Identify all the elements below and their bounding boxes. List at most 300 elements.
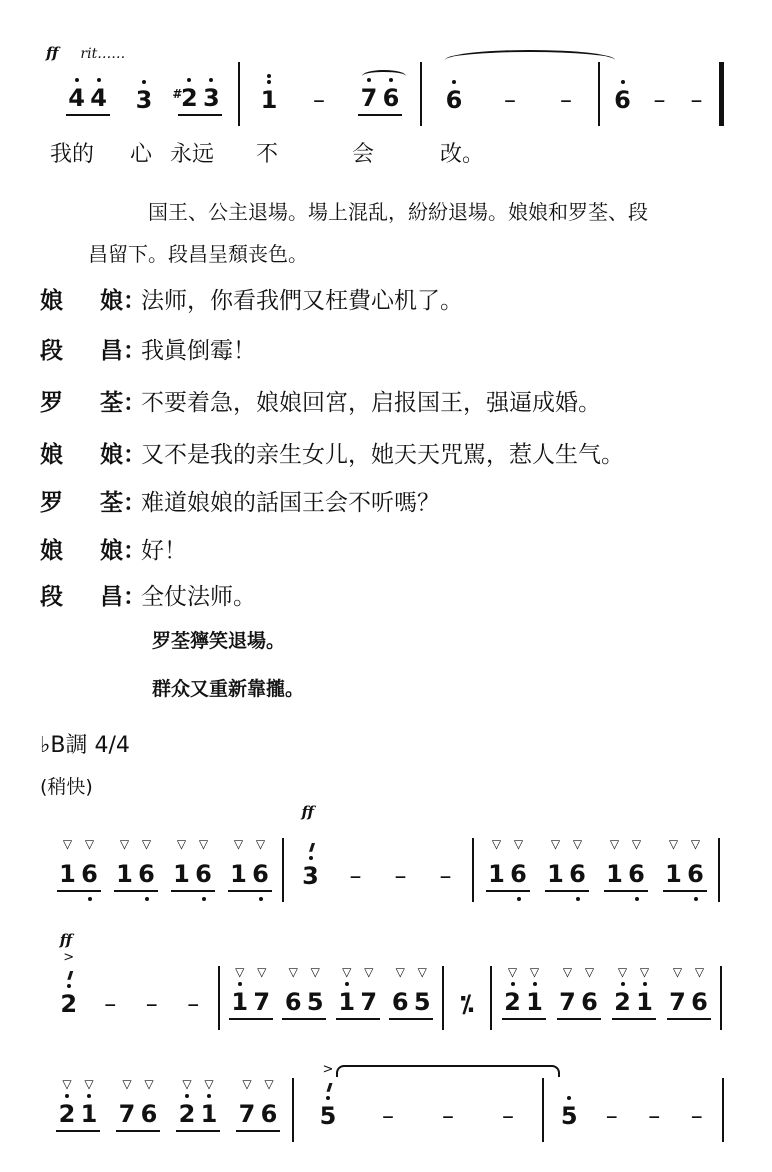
note-digit: 1 bbox=[488, 860, 505, 888]
note-digit: 6 bbox=[687, 860, 704, 888]
note bbox=[136, 837, 158, 888]
tie-arc bbox=[445, 50, 615, 70]
note-digit: 6 bbox=[81, 860, 98, 888]
dialogue-text: 好！ bbox=[141, 538, 187, 564]
note bbox=[336, 965, 358, 1016]
note bbox=[558, 1103, 580, 1129]
note bbox=[317, 1062, 339, 1130]
note bbox=[172, 84, 200, 112]
note-digit: 7 bbox=[253, 988, 271, 1016]
beamed-group bbox=[336, 965, 380, 1020]
sustain-dash bbox=[686, 87, 708, 113]
sustain-dash bbox=[345, 863, 367, 889]
note-digit: 2 bbox=[60, 990, 78, 1018]
low-octave-dot bbox=[88, 897, 92, 901]
measure bbox=[444, 966, 492, 1030]
beamed-group bbox=[176, 1077, 220, 1132]
dialogue-line bbox=[40, 282, 463, 315]
staccato-triangle-icon: ▽ bbox=[144, 1077, 154, 1091]
note bbox=[612, 87, 634, 113]
beamed-group bbox=[172, 84, 222, 116]
note-digit: 1 bbox=[80, 1100, 98, 1128]
staccato-triangle-icon: ▽ bbox=[242, 1077, 252, 1091]
beamed-group bbox=[604, 837, 648, 892]
note-group bbox=[443, 87, 465, 116]
stage-direction: 国王、公主退場。場上混乱，紛紛退場。娘娘和罗荃、段 bbox=[148, 200, 648, 224]
note-digit: – bbox=[382, 1102, 394, 1130]
accent-icon: > bbox=[322, 1062, 334, 1077]
note bbox=[79, 837, 101, 888]
note-group bbox=[612, 87, 634, 116]
high-octave-dot bbox=[267, 74, 271, 78]
note-digit: 6 bbox=[445, 86, 463, 114]
speaker-char: 娘 bbox=[40, 288, 63, 314]
tie-arc bbox=[336, 1065, 560, 1077]
note-digit: – bbox=[648, 1102, 661, 1130]
low-octave-dot bbox=[202, 897, 206, 901]
note bbox=[78, 1077, 100, 1128]
note-group bbox=[643, 1103, 665, 1132]
sustain-dash bbox=[390, 863, 412, 889]
note bbox=[663, 837, 685, 888]
staccato-triangle-icon: ▽ bbox=[182, 1077, 192, 1091]
note bbox=[133, 87, 155, 113]
beamed-group bbox=[229, 965, 273, 1020]
dialogue-text: 我眞倒霉！ bbox=[141, 338, 256, 364]
lyric: 我的 bbox=[50, 142, 95, 167]
dynamic-ff: ff bbox=[301, 803, 314, 821]
low-octave-dot bbox=[694, 897, 698, 901]
high-octave-dot bbox=[142, 80, 146, 84]
note-digit: 1 bbox=[636, 988, 653, 1016]
staccato-triangle-icon: ▽ bbox=[572, 837, 583, 851]
high-octave-dot bbox=[452, 80, 456, 84]
note-digit: 1 bbox=[59, 860, 76, 888]
measure bbox=[284, 803, 474, 902]
measure bbox=[492, 966, 722, 1030]
note bbox=[545, 837, 567, 888]
note-group bbox=[558, 1103, 580, 1132]
note-group bbox=[99, 991, 121, 1020]
staccato-triangle-icon: ▽ bbox=[84, 1077, 94, 1091]
measure bbox=[422, 62, 600, 126]
note-digit: 6 bbox=[569, 860, 586, 888]
note-digit: 1 bbox=[173, 860, 190, 888]
staccato-triangle-icon: ▽ bbox=[609, 837, 620, 851]
note-digit: 6 bbox=[284, 988, 302, 1016]
note-digit: 2 bbox=[58, 1100, 76, 1128]
dynamic-ff: ff bbox=[46, 44, 59, 62]
staccato-triangle-icon: ▽ bbox=[417, 965, 427, 979]
staccato-triangle-icon: ▽ bbox=[639, 965, 650, 979]
high-octave-dot bbox=[187, 78, 191, 82]
low-octave-dot bbox=[517, 897, 521, 901]
measure bbox=[46, 838, 284, 902]
note-digit: 1 bbox=[260, 86, 278, 114]
staccato-triangle-icon: ▽ bbox=[255, 837, 266, 851]
note bbox=[486, 837, 508, 888]
note-group bbox=[555, 87, 577, 116]
beamed-group bbox=[282, 965, 326, 1020]
staccato-triangle-icon: ▽ bbox=[395, 965, 405, 979]
note-group bbox=[437, 1103, 459, 1132]
note-digit: 7 bbox=[118, 1100, 136, 1128]
note-digit: 6 bbox=[510, 860, 527, 888]
high-octave-dot bbox=[621, 80, 625, 84]
tremolo-icon: /// bbox=[308, 841, 313, 854]
note bbox=[171, 837, 193, 888]
speaker-char: 罗 bbox=[40, 390, 63, 416]
staccato-triangle-icon: ▽ bbox=[617, 965, 628, 979]
staccato-triangle-icon: ▽ bbox=[176, 837, 187, 851]
sustain-dash bbox=[99, 991, 121, 1017]
lyric: 不 bbox=[256, 142, 279, 167]
tremolo-icon: /// bbox=[67, 969, 71, 982]
colon: ： bbox=[123, 442, 146, 468]
speaker-char: 娘 bbox=[100, 538, 123, 564]
speaker-char: 昌 bbox=[100, 338, 123, 364]
note-digit: – bbox=[439, 862, 452, 890]
note-digit: – bbox=[690, 86, 703, 114]
low-octave-dot bbox=[576, 897, 580, 901]
note-digit: 2 bbox=[178, 1100, 196, 1128]
colon: ： bbox=[123, 538, 146, 564]
note bbox=[229, 965, 251, 1016]
staccato-triangle-icon: ▽ bbox=[257, 965, 267, 979]
dialogue-text: 全仗法师。 bbox=[141, 584, 256, 610]
beamed-group bbox=[56, 1077, 100, 1132]
staccato-triangle-icon: ▽ bbox=[233, 837, 244, 851]
note-digit: 7 bbox=[360, 84, 378, 112]
note-group bbox=[317, 1062, 339, 1132]
measure bbox=[294, 1062, 544, 1142]
dynamics-marking bbox=[46, 44, 125, 62]
beamed-group bbox=[557, 965, 601, 1020]
ritardando-mark: rit…… bbox=[80, 46, 126, 62]
note-digit: 7 bbox=[360, 988, 378, 1016]
speaker-char: 段 bbox=[40, 584, 63, 610]
note-group bbox=[133, 87, 155, 116]
staccato-triangle-icon: ▽ bbox=[364, 965, 374, 979]
note-digit: – bbox=[145, 990, 158, 1018]
speaker-char: 娘 bbox=[100, 288, 123, 314]
high-octave-dot bbox=[209, 78, 213, 82]
note bbox=[114, 837, 136, 888]
sustain-dash bbox=[435, 863, 457, 889]
stage-direction: 昌留下。段昌呈頹丧色。 bbox=[88, 242, 308, 266]
sustain-dash bbox=[686, 1103, 708, 1129]
note-digit: 1 bbox=[230, 860, 247, 888]
dialogue-line bbox=[40, 532, 187, 565]
staccato-triangle-icon: ▽ bbox=[513, 837, 524, 851]
speaker-char: 段 bbox=[40, 338, 63, 364]
staccato-triangle-icon: ▽ bbox=[507, 965, 518, 979]
staccato-triangle-icon: ▽ bbox=[62, 1077, 72, 1091]
beamed-group bbox=[66, 85, 110, 116]
note-digit: – bbox=[605, 1102, 618, 1130]
note-digit: – bbox=[502, 1102, 514, 1130]
score-row bbox=[44, 931, 722, 1030]
speaker-char: 荃 bbox=[100, 490, 123, 516]
note bbox=[56, 1077, 78, 1128]
low-octave-dot bbox=[259, 897, 263, 901]
note bbox=[198, 1077, 220, 1128]
accent-icon: > bbox=[63, 950, 75, 965]
note-digit: – bbox=[504, 86, 516, 114]
note-digit: 3 bbox=[202, 84, 220, 112]
note bbox=[57, 837, 79, 888]
staccato-triangle-icon: ▽ bbox=[342, 965, 352, 979]
dialogue-line bbox=[40, 332, 256, 365]
high-octave-dot bbox=[97, 78, 101, 82]
note-digit: 1 bbox=[606, 860, 623, 888]
stage-direction: 罗荃獰笑退場。 bbox=[152, 630, 286, 652]
note bbox=[358, 85, 380, 111]
note-digit: 6 bbox=[628, 860, 645, 888]
note bbox=[685, 837, 707, 888]
staccato-triangle-icon: ▽ bbox=[141, 837, 152, 851]
note-digit: 7 bbox=[559, 988, 576, 1016]
beamed-group bbox=[667, 965, 711, 1020]
note-digit: 2 bbox=[614, 988, 631, 1016]
beamed-group bbox=[358, 85, 402, 116]
low-octave-dot bbox=[635, 897, 639, 901]
note-group bbox=[58, 931, 80, 1020]
staccato-triangle-icon: ▽ bbox=[204, 1077, 214, 1091]
dialogue-line bbox=[40, 436, 624, 469]
lyric: 心 bbox=[130, 142, 153, 167]
tremolo-icon: /// bbox=[326, 1081, 330, 1094]
note bbox=[579, 965, 601, 1016]
note-group bbox=[141, 991, 163, 1020]
staccato-triangle-icon: ▽ bbox=[631, 837, 642, 851]
note-digit: – bbox=[442, 1102, 454, 1130]
note-digit: – bbox=[313, 86, 325, 114]
beamed-group bbox=[228, 837, 272, 892]
colon: ： bbox=[123, 490, 146, 516]
note-group bbox=[686, 87, 708, 116]
note bbox=[634, 965, 656, 1016]
note-digit: – bbox=[349, 862, 362, 890]
note bbox=[193, 837, 215, 888]
high-octave-dot bbox=[267, 80, 271, 84]
speaker-char: 娘 bbox=[40, 538, 63, 564]
sustain-dash bbox=[182, 991, 204, 1017]
note-group bbox=[497, 1103, 519, 1132]
note bbox=[88, 85, 110, 111]
note-group bbox=[377, 1103, 399, 1132]
note bbox=[557, 965, 579, 1016]
staccato-triangle-icon: ▽ bbox=[264, 1077, 274, 1091]
colon: ： bbox=[123, 390, 146, 416]
note bbox=[282, 965, 304, 1016]
note bbox=[502, 965, 524, 1016]
note bbox=[300, 803, 322, 890]
note bbox=[258, 1077, 280, 1128]
note bbox=[411, 965, 433, 1016]
note-digit: – bbox=[394, 862, 407, 890]
sustain-dash bbox=[141, 991, 163, 1017]
dialogue-text: 法师，你看我們又枉費心机了。 bbox=[141, 288, 463, 314]
note-digit: 6 bbox=[138, 860, 155, 888]
staccato-triangle-icon: ▽ bbox=[672, 965, 683, 979]
beamed-group bbox=[389, 965, 433, 1020]
sustain-dash bbox=[601, 1103, 623, 1129]
note-digit: 5 bbox=[306, 988, 324, 1016]
note-group bbox=[258, 87, 280, 116]
staccato-triangle-icon: ▽ bbox=[529, 965, 540, 979]
high-octave-dot bbox=[567, 1096, 571, 1100]
note-digit: 5 bbox=[319, 1102, 337, 1130]
note-digit: 4 bbox=[90, 84, 107, 112]
speaker-char: 娘 bbox=[40, 442, 63, 468]
note-digit: 6 bbox=[581, 988, 598, 1016]
note-digit: 1 bbox=[338, 988, 356, 1016]
note bbox=[567, 837, 589, 888]
note-group bbox=[300, 803, 322, 892]
note-digit: 1 bbox=[665, 860, 682, 888]
note bbox=[138, 1077, 160, 1128]
note bbox=[116, 1077, 138, 1128]
score-row bbox=[44, 1062, 724, 1142]
note bbox=[667, 965, 689, 1016]
note-digit: 6 bbox=[614, 86, 631, 114]
measure bbox=[220, 966, 444, 1030]
dialogue-line bbox=[40, 484, 440, 517]
note-digit: 5 bbox=[560, 1102, 578, 1130]
note bbox=[380, 85, 402, 111]
dialogue-line bbox=[40, 384, 601, 417]
sustain-dash bbox=[437, 1103, 459, 1129]
sharp-accidental: # bbox=[172, 87, 183, 101]
note bbox=[443, 87, 465, 113]
note-digit: ⁒ bbox=[460, 990, 474, 1018]
dialogue-text: 不要着急，娘娘回宮，启报国王，强逼成婚。 bbox=[141, 390, 601, 416]
staccato-triangle-icon: ▽ bbox=[694, 965, 705, 979]
sustain-dash bbox=[555, 87, 577, 113]
staccato-triangle-icon: ▽ bbox=[550, 837, 561, 851]
beamed-group bbox=[236, 1077, 280, 1132]
note-digit: 6 bbox=[195, 860, 212, 888]
note bbox=[508, 837, 530, 888]
speaker-char: 罗 bbox=[40, 490, 63, 516]
colon: ： bbox=[123, 584, 146, 610]
staccato-triangle-icon: ▽ bbox=[668, 837, 679, 851]
dialogue-text: 又不是我的亲生女儿，她天天咒駡，惹人生气。 bbox=[141, 442, 624, 468]
note-group bbox=[435, 863, 457, 892]
note-digit: 4 bbox=[68, 84, 85, 112]
measure bbox=[544, 1078, 724, 1142]
staccato-triangle-icon: ▽ bbox=[198, 837, 209, 851]
staccato-triangle-icon: ▽ bbox=[491, 837, 502, 851]
lyric: 改。 bbox=[440, 142, 485, 167]
note bbox=[358, 965, 380, 1016]
measure bbox=[44, 931, 220, 1030]
note-group bbox=[649, 87, 671, 116]
note-group bbox=[390, 863, 412, 892]
note-digit: 7 bbox=[669, 988, 686, 1016]
note-digit: 6 bbox=[260, 1100, 278, 1128]
note bbox=[689, 965, 711, 1016]
lyric: 永远 bbox=[170, 142, 215, 167]
speaker-char: 荃 bbox=[100, 390, 123, 416]
note-digit: 1 bbox=[200, 1100, 218, 1128]
measure bbox=[474, 838, 720, 902]
beamed-group bbox=[171, 837, 215, 892]
high-octave-dot bbox=[75, 78, 79, 82]
note-group bbox=[686, 1103, 708, 1132]
note-digit: – bbox=[104, 990, 117, 1018]
note-digit: – bbox=[560, 86, 572, 114]
note bbox=[250, 837, 272, 888]
note bbox=[66, 85, 88, 111]
staccato-triangle-icon: ▽ bbox=[122, 1077, 132, 1091]
sustain-dash bbox=[643, 1103, 665, 1129]
note-group bbox=[499, 87, 521, 116]
note-group bbox=[456, 991, 478, 1020]
beamed-group bbox=[502, 965, 546, 1020]
speaker-char: 娘 bbox=[100, 442, 123, 468]
note bbox=[251, 965, 273, 1016]
measure bbox=[50, 62, 240, 126]
note-digit: 1 bbox=[231, 988, 249, 1016]
note-digit: – bbox=[653, 86, 666, 114]
tie-arc bbox=[362, 70, 406, 82]
sustain-dash bbox=[377, 1103, 399, 1129]
stage-direction: 群众又重新靠攏。 bbox=[152, 678, 305, 700]
note-digit: 6 bbox=[140, 1100, 158, 1128]
speaker-char: 昌 bbox=[100, 584, 123, 610]
beamed-group bbox=[57, 837, 101, 892]
note bbox=[626, 837, 648, 888]
staccato-triangle-icon: ▽ bbox=[84, 837, 95, 851]
staccato-triangle-icon: ▽ bbox=[119, 837, 130, 851]
key-signature: ♭B調 4/4 bbox=[40, 733, 130, 758]
sustain-dash bbox=[499, 87, 521, 113]
note bbox=[176, 1077, 198, 1128]
dialogue-text: 难道娘娘的話国王会不听嗎？ bbox=[141, 490, 440, 516]
note-digit: 6 bbox=[391, 988, 409, 1016]
staccato-triangle-icon: ▽ bbox=[562, 965, 573, 979]
note-digit: 1 bbox=[547, 860, 564, 888]
note bbox=[258, 87, 280, 113]
beamed-group bbox=[116, 1077, 160, 1132]
note-digit: 1 bbox=[116, 860, 133, 888]
sustain-dash bbox=[497, 1103, 519, 1129]
note-digit: 5 bbox=[413, 988, 431, 1016]
note-digit: 6 bbox=[691, 988, 708, 1016]
beamed-group bbox=[612, 965, 656, 1020]
beamed-group bbox=[114, 837, 158, 892]
lyric: 会 bbox=[352, 142, 375, 167]
note bbox=[389, 965, 411, 1016]
sustain-dash bbox=[649, 87, 671, 113]
score-row bbox=[46, 803, 720, 902]
staccato-triangle-icon: ▽ bbox=[584, 965, 595, 979]
note bbox=[58, 931, 80, 1018]
note bbox=[612, 965, 634, 1016]
note-digit: 1 bbox=[526, 988, 543, 1016]
colon: ： bbox=[123, 288, 146, 314]
sustain-dash bbox=[308, 87, 330, 113]
beamed-group bbox=[486, 837, 530, 892]
note-digit: 7 bbox=[238, 1100, 256, 1128]
note-digit: 3 bbox=[302, 862, 319, 890]
measure bbox=[44, 1078, 294, 1142]
dialogue-line bbox=[40, 578, 256, 611]
tempo-marking: (稍快) bbox=[40, 776, 93, 798]
note-digit: 3 bbox=[135, 86, 153, 114]
